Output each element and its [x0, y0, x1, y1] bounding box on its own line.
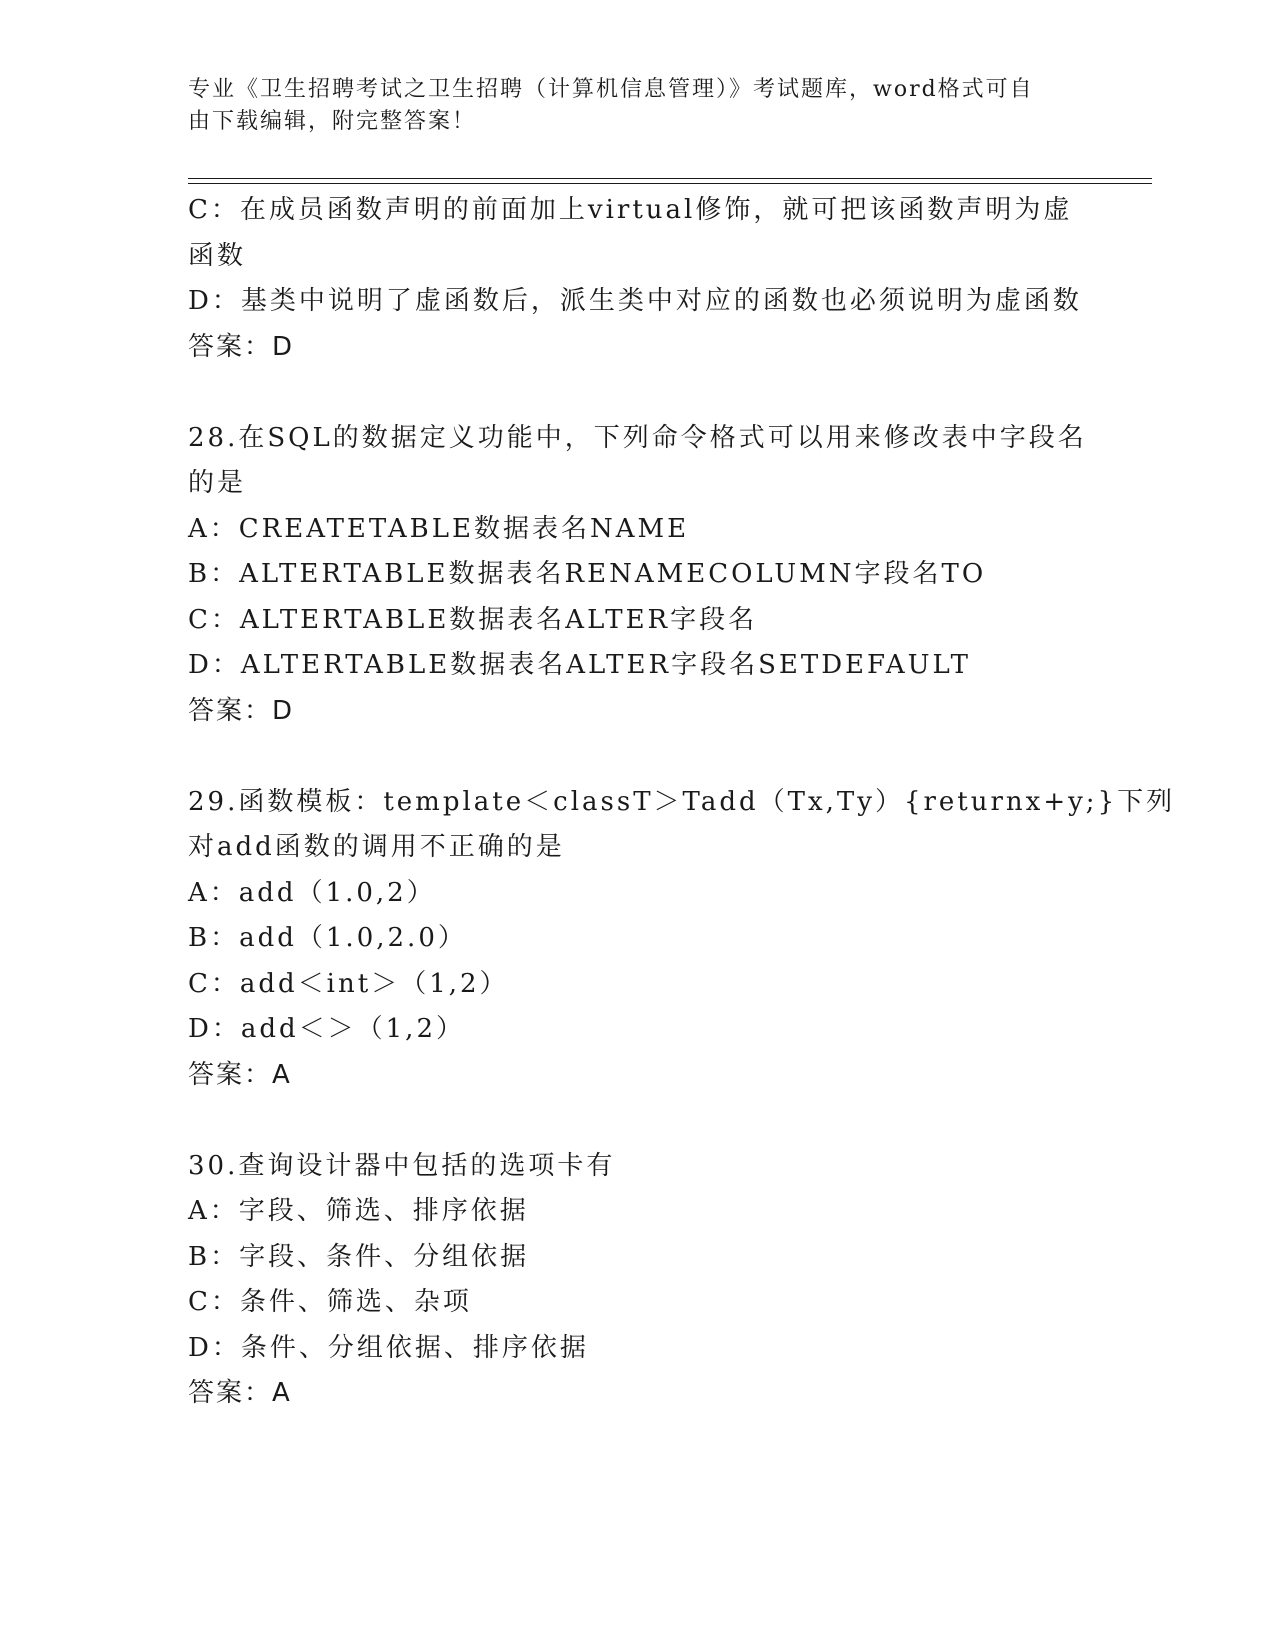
question-list: [188, 188, 1176, 1417]
question-30: [188, 1144, 1088, 1417]
spacer: [188, 1098, 1088, 1144]
answer-label: 答案：D: [188, 695, 295, 726]
option-c: C：ALTERTABLE数据表名ALTER字段名: [188, 604, 758, 635]
previous-question-block: [188, 188, 1088, 370]
answer-label: 答案：D: [188, 331, 295, 362]
option-c-line-2: 函数: [188, 240, 247, 271]
question-stem-line-1: 30.查询设计器中包括的选项卡有: [188, 1150, 616, 1181]
question-stem-line-2: 对add函数的调用不正确的是: [188, 832, 565, 862]
option-b: B：add（1.0,2.0）: [188, 923, 467, 953]
option-a: A：字段、筛选、排序依据: [188, 1196, 529, 1226]
answer-label: 答案：A: [188, 1378, 292, 1408]
question-stem-line-1: 28.在SQL的数据定义功能中，下列命令格式可以用来修改表中字段名: [188, 422, 1087, 453]
header-line-1: 专业《卫生招聘考试之卫生招聘（计算机信息管理）》考试题库，word格式可自: [188, 77, 1034, 102]
header-line-2: 由下载编辑，附完整答案！: [188, 109, 477, 134]
document-header: [188, 74, 1068, 138]
question-28: [188, 416, 1088, 735]
option-d: D：条件、分组依据、排序依据: [188, 1332, 589, 1363]
option-c: C：条件、筛选、杂项: [188, 1287, 472, 1317]
question-stem-line-2: 的是: [188, 468, 247, 498]
option-a: A：add（1.0,2）: [188, 877, 436, 908]
option-b: B：ALTERTABLE数据表名RENAMECOLUMN字段名TO: [188, 559, 987, 589]
option-d: D：add＜＞（1,2）: [188, 1014, 465, 1044]
answer-label: 答案：A: [188, 1059, 292, 1090]
question-stem-line-1: 29.函数模板：template＜classT＞Tadd（Tx,Ty）{returnx+y;}下列: [188, 786, 1176, 817]
option-a: A：CREATETABLE数据表名NAME: [188, 513, 690, 544]
question-29: [188, 780, 1176, 1099]
option-b: B：字段、条件、分组依据: [188, 1241, 530, 1272]
option-c-line-1: C：在成员函数声明的前面加上virtual修饰，就可把该函数声明为虚: [188, 195, 1073, 225]
option-d: D：ALTERTABLE数据表名ALTER字段名SETDEFAULT: [188, 650, 971, 680]
header-divider-top: [188, 178, 1152, 179]
header-divider-bottom: [188, 183, 1152, 184]
option-d: D：基类中说明了虚函数后，派生类中对应的函数也必须说明为虚函数: [188, 286, 1082, 316]
option-c: C：add＜int＞（1,2）: [188, 968, 509, 999]
spacer: [188, 734, 1088, 780]
spacer: [188, 370, 1088, 416]
